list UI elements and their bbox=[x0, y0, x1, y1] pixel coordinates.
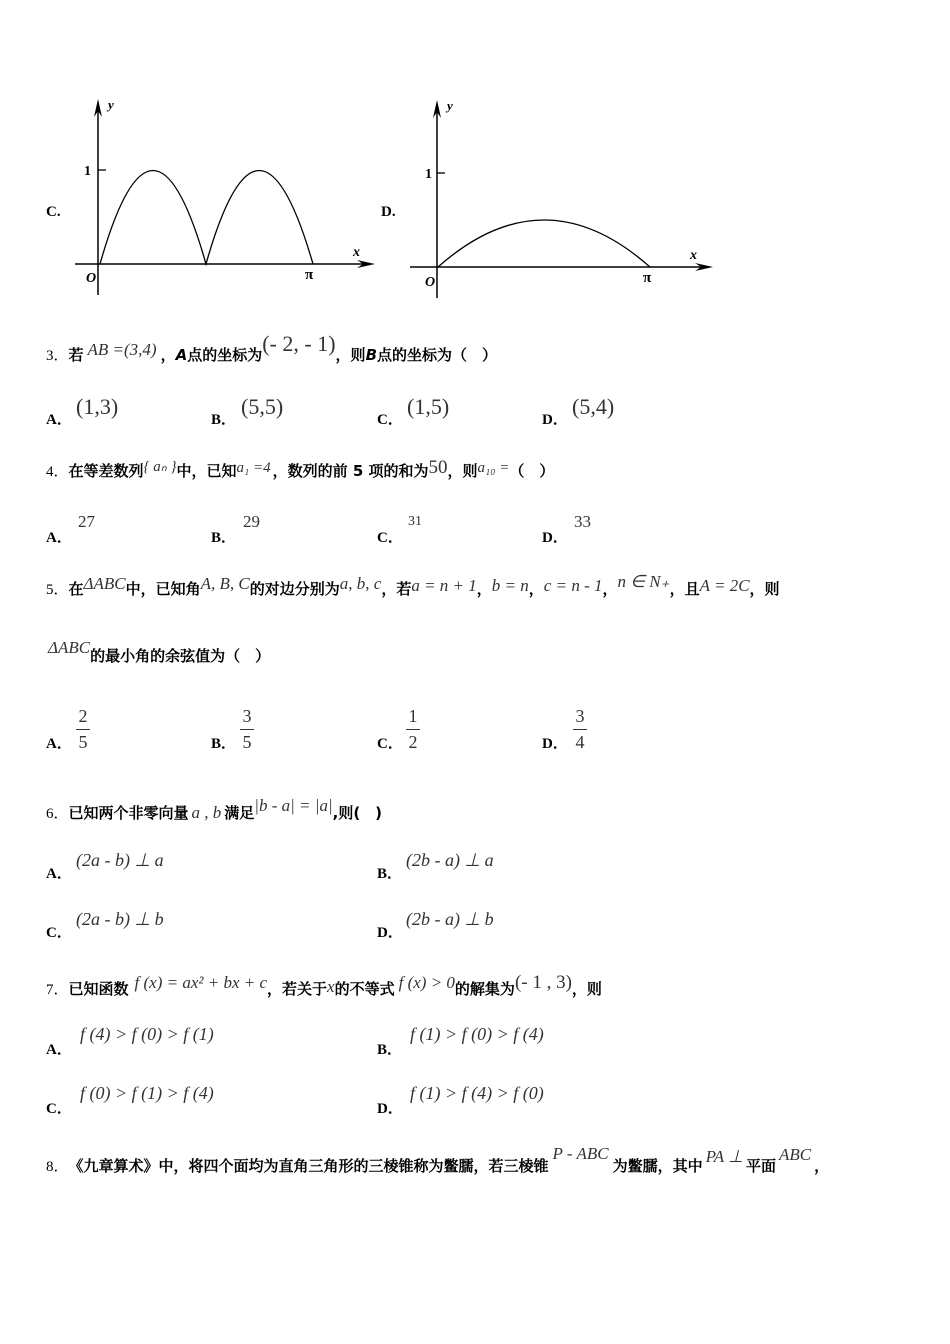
option-a-value: (1,3) bbox=[76, 394, 119, 419]
option-b-label: B． bbox=[211, 736, 237, 752]
pi-label: π bbox=[643, 270, 652, 286]
option-b-value: f (1) > f (0) > f (4) bbox=[410, 1024, 544, 1044]
option-c-value: 31 bbox=[408, 514, 422, 529]
option-c-label: C． bbox=[46, 925, 72, 941]
question-number: 3． bbox=[46, 348, 69, 364]
y-tick-label: 1 bbox=[84, 164, 91, 179]
option-b-label: B． bbox=[211, 412, 237, 428]
question-5: 5． 在 ΔABC 中，已知角 A, B, C 的对边分别为 a, b, c ，若 a = n + 1 ， b = n ， c = n - 1 ， n ∈ N₊ ，且 A = 2C ，则 bbox=[46, 572, 780, 598]
option-b-value: (5,5) bbox=[241, 394, 284, 419]
option-d-label: D． bbox=[542, 412, 568, 428]
option-c-value: (2a - b) ⊥ b bbox=[76, 909, 164, 929]
option-a-label: A． bbox=[46, 866, 72, 882]
math-expr: P - ABC bbox=[552, 1144, 609, 1163]
option-a-label: A． bbox=[46, 736, 72, 752]
question-text: 已知函数 bbox=[68, 980, 129, 998]
question-5-cont bbox=[48, 638, 271, 666]
math-expr: a₁ =4 bbox=[236, 460, 271, 476]
option-c-label: C． bbox=[377, 412, 403, 428]
question-text: 已知两个非零向量 bbox=[68, 804, 189, 822]
option-a-value: f (4) > f (0) > f (1) bbox=[80, 1024, 214, 1044]
question-7: 7． 已知函数 f (x) = ax² + bx + c ，若关于 x 的不等式 f (x) > 0 的解集为 (- 1 , 3) ，则 bbox=[46, 972, 602, 998]
option-b-label: B． bbox=[211, 530, 237, 546]
question-text: 《九章算术》中，将四个面均为直角三角形的三棱锥称为鳖臑，若三棱锥 bbox=[68, 1157, 549, 1175]
question-4: 4． 在等差数列 { aₙ } 中，已知 a₁ =4 ，数列的前 5 项的和为 50 ，则 a₁₀ = （ ） bbox=[46, 457, 555, 480]
question-text: 的最小角的余弦值为（ ） bbox=[90, 647, 271, 665]
option-a-value: 27 bbox=[78, 512, 95, 531]
math-expr: |b - a| = |a| bbox=[254, 796, 333, 815]
math-expr: PA ⊥ bbox=[705, 1147, 743, 1166]
question-number: 5． bbox=[46, 582, 69, 598]
math-expr: A = 2C bbox=[699, 576, 750, 595]
option-a-label: A． bbox=[46, 412, 72, 428]
option-d-value: (5,4) bbox=[572, 394, 615, 419]
math-expr: a , b bbox=[191, 803, 222, 822]
option-d-value: 33 bbox=[574, 512, 591, 531]
option-d-label: D． bbox=[377, 1101, 403, 1117]
option-d-value: 3 4 bbox=[573, 706, 587, 753]
option-a-value: 2 5 bbox=[76, 706, 90, 753]
math-expr: a₁₀ = bbox=[477, 460, 510, 476]
x-axis-label: x bbox=[690, 248, 697, 263]
math-expr: f (x) = ax² + bx + c bbox=[134, 973, 268, 992]
option-d-value: f (1) > f (4) > f (0) bbox=[410, 1083, 544, 1103]
question-6: 6． 已知两个非零向量 a , b 满足 |b - a| = |a| ,则( ) bbox=[46, 796, 383, 822]
question-number: 8． bbox=[46, 1159, 69, 1175]
question-text: 若 bbox=[68, 346, 84, 364]
option-a-label: A． bbox=[46, 530, 72, 546]
y-tick-label: 1 bbox=[425, 167, 432, 182]
option-d-label: D. bbox=[381, 204, 396, 220]
option-c-value: f (0) > f (1) > f (4) bbox=[80, 1083, 214, 1103]
y-axis-label: y bbox=[447, 98, 453, 113]
math-expr: a = n + 1 bbox=[411, 576, 477, 595]
math-expr: A, B, C bbox=[200, 574, 250, 593]
question-text: 在 bbox=[68, 580, 84, 598]
option-b-value: (2b - a) ⊥ a bbox=[406, 850, 494, 870]
option-d-label: D． bbox=[377, 925, 403, 941]
option-c-value: (1,5) bbox=[407, 394, 450, 419]
math-expr: n ∈ N₊ bbox=[617, 572, 670, 591]
option-c-label: C. bbox=[46, 204, 61, 220]
option-b-label: B． bbox=[377, 1042, 403, 1058]
question-number: 4． bbox=[46, 464, 69, 480]
question-number: 7． bbox=[46, 982, 69, 998]
option-b-label: B． bbox=[377, 866, 403, 882]
math-expr: 50 bbox=[428, 457, 448, 478]
option-a-value: (2a - b) ⊥ a bbox=[76, 850, 164, 870]
option-d-label: D． bbox=[542, 530, 568, 546]
option-c-value: 1 2 bbox=[406, 706, 420, 753]
option-d-value: (2b - a) ⊥ b bbox=[406, 909, 494, 929]
question-text: 在等差数列 bbox=[68, 462, 144, 480]
y-axis-label: y bbox=[108, 97, 114, 112]
graph-d bbox=[405, 98, 725, 308]
math-expr: ABC bbox=[778, 1145, 812, 1164]
option-c-label: C． bbox=[377, 530, 403, 546]
question-number: 6． bbox=[46, 806, 69, 822]
math-expr: { aₙ } bbox=[143, 459, 177, 475]
question-3: 3． 若 AB =(3,4) ， A 点的坐标为 (- 2, - 1) ，则 B 点的坐标为（ ） bbox=[46, 331, 498, 364]
math-expr: f (x) > 0 bbox=[398, 973, 455, 992]
math-expr: (- 2, - 1) bbox=[262, 331, 336, 356]
math-var: A bbox=[175, 346, 188, 364]
math-expr: b = n bbox=[491, 576, 529, 595]
math-var: B bbox=[365, 346, 377, 364]
option-c-label: C． bbox=[46, 1101, 72, 1117]
math-expr: a, b, c bbox=[339, 574, 382, 593]
origin-label: O bbox=[425, 275, 436, 290]
math-expr: (- 1 , 3) bbox=[514, 972, 572, 993]
option-a-label: A． bbox=[46, 1042, 72, 1058]
option-d-label: D． bbox=[542, 736, 568, 752]
math-var: x bbox=[327, 977, 335, 996]
graph-c bbox=[70, 95, 380, 305]
x-axis-label: x bbox=[353, 245, 360, 260]
math-expr: ΔABC bbox=[48, 638, 91, 657]
question-8: 8． 《九章算术》中，将四个面均为直角三角形的三棱锥称为鳖臑，若三棱锥 P - ABC 为鳖臑，其中 PA ⊥ 平面 ABC ， bbox=[46, 1144, 830, 1175]
math-expr: ΔABC bbox=[83, 574, 126, 593]
math-expr: AB =(3,4) bbox=[87, 340, 157, 359]
option-b-value: 3 5 bbox=[240, 706, 254, 753]
math-expr: c = n - 1 bbox=[543, 576, 603, 595]
option-c-label: C． bbox=[377, 736, 403, 752]
pi-label: π bbox=[305, 267, 314, 283]
origin-label: O bbox=[86, 271, 97, 286]
option-b-value: 29 bbox=[243, 512, 260, 531]
